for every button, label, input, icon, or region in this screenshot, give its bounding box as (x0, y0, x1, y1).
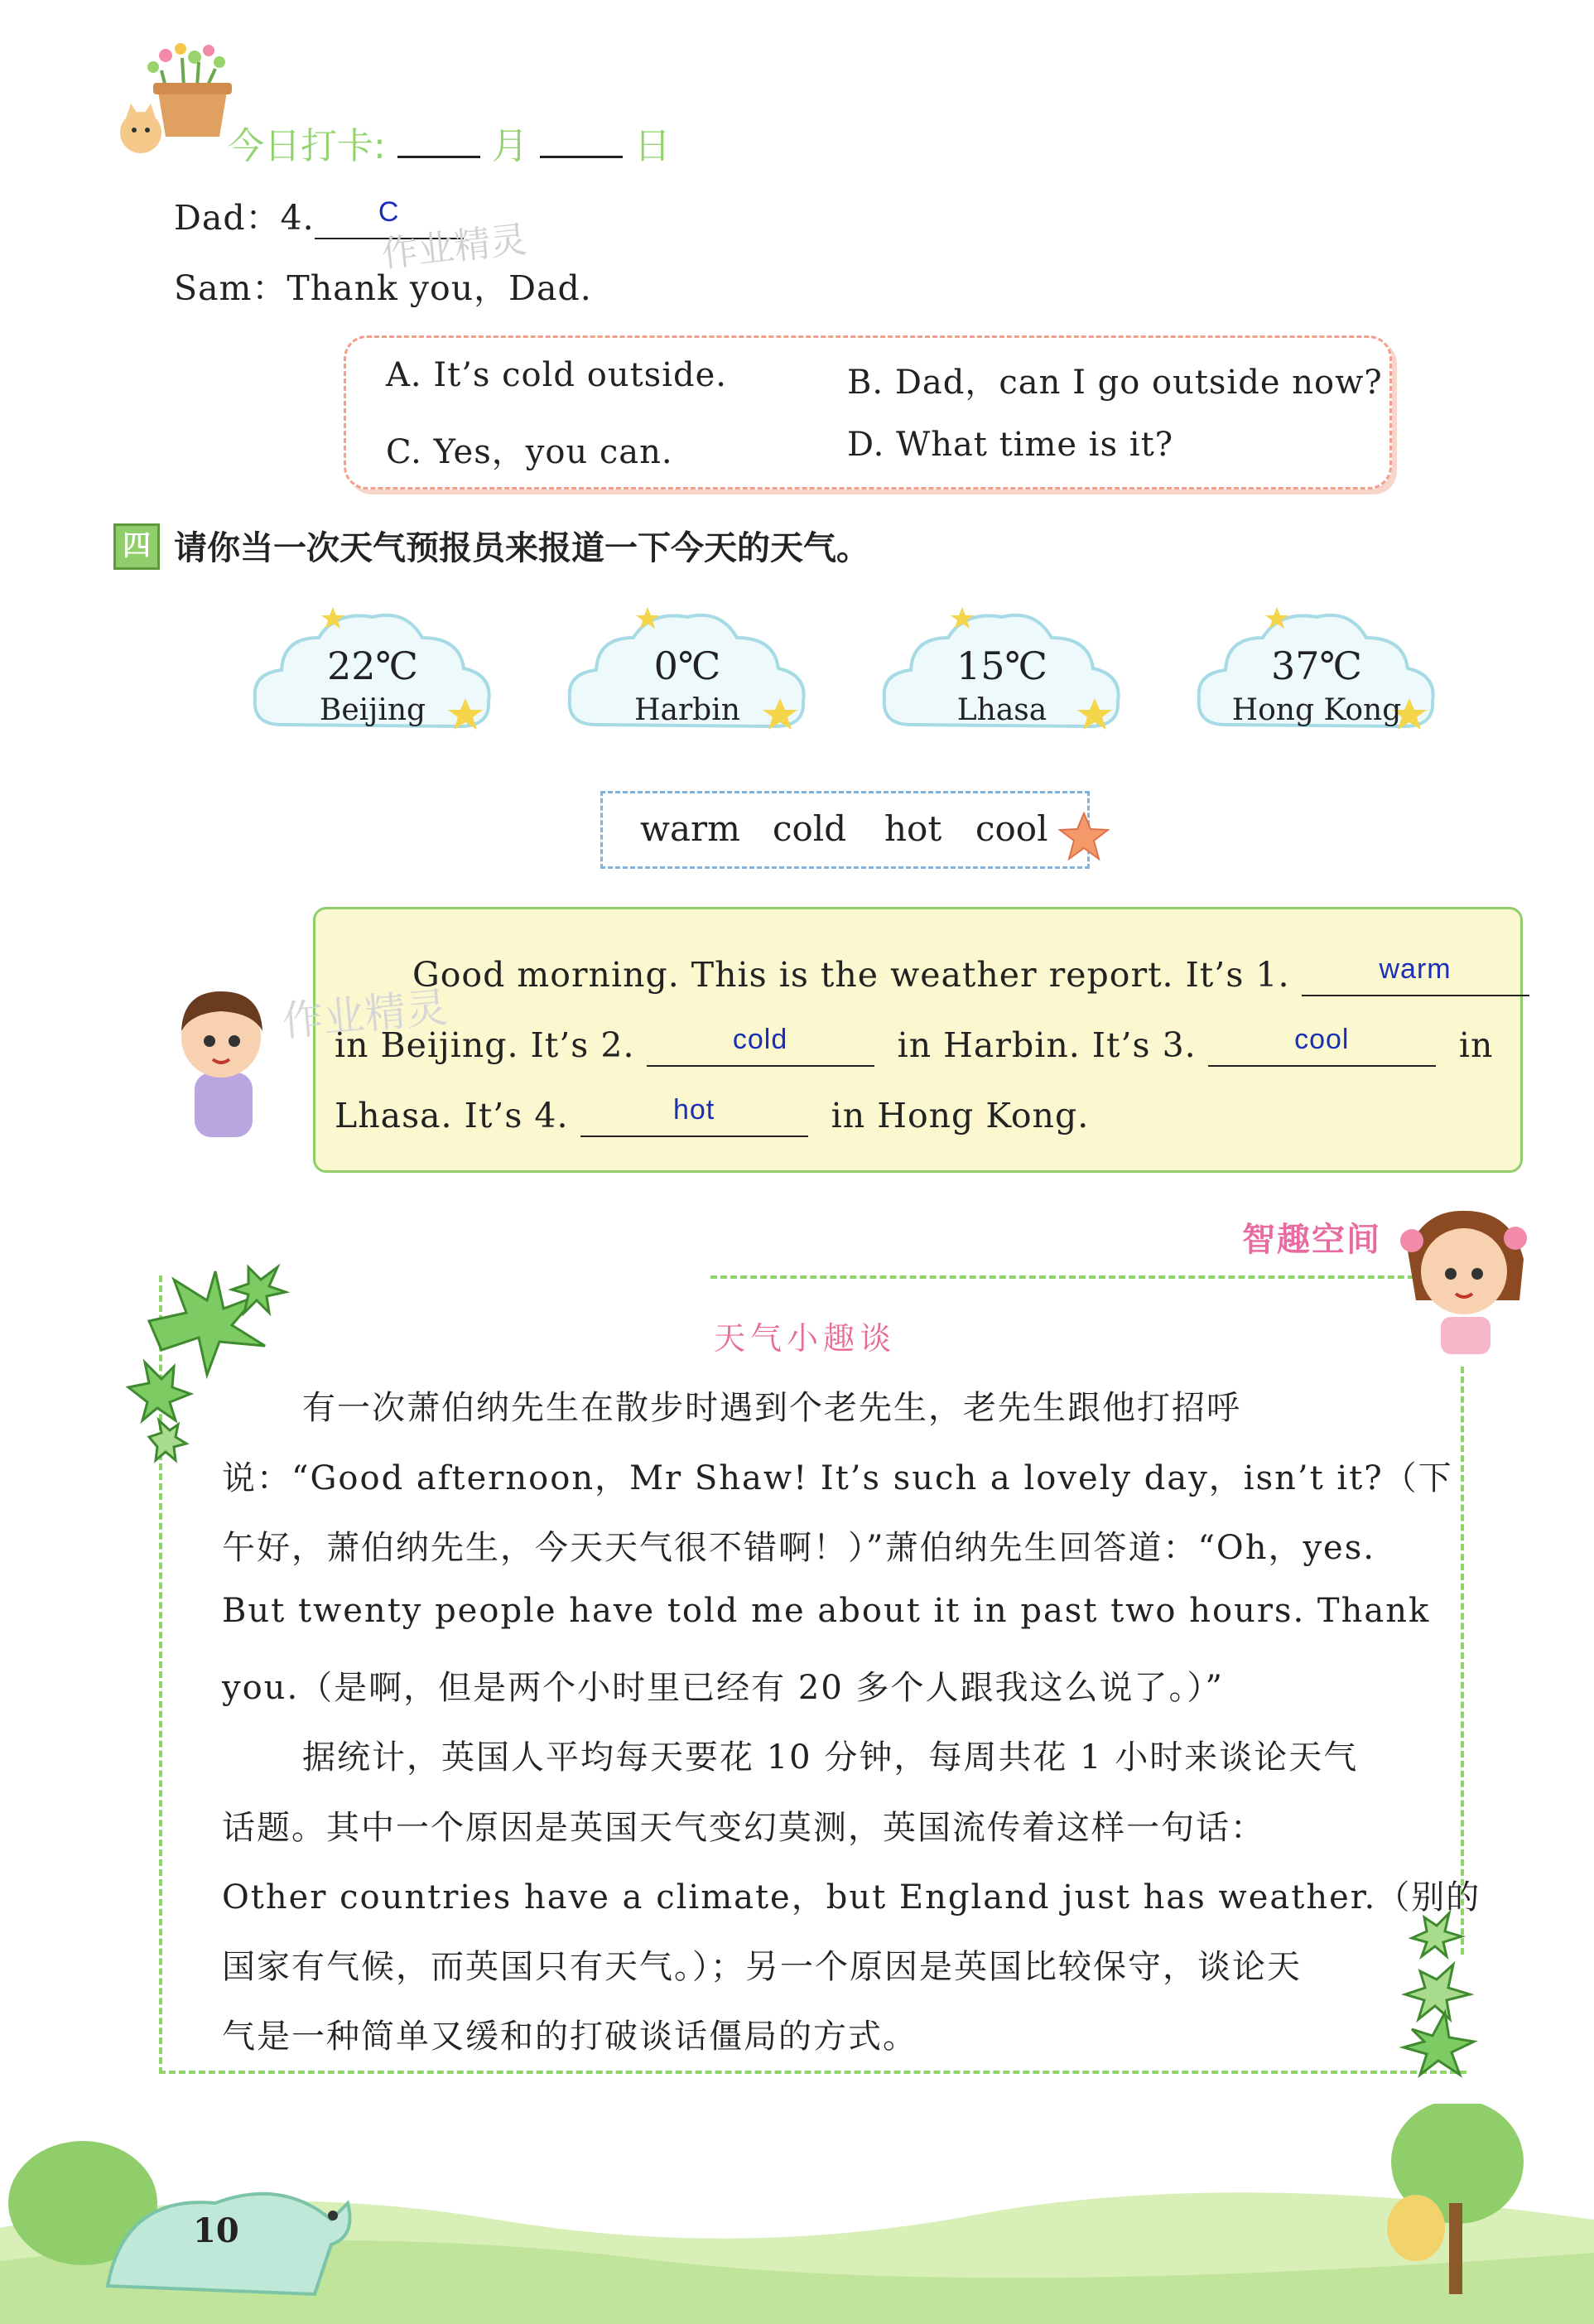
answer-blank-2[interactable] (647, 1025, 874, 1067)
section-number-badge: 四 (113, 523, 160, 570)
option-a: A. It’s cold outside. (386, 356, 727, 394)
report-text: Good morning. This is the weather report. It’s 1. (412, 955, 1290, 995)
report-text: in Harbin. It’s 3. (897, 1025, 1197, 1065)
trivia-line: 有一次萧伯纳先生在散步时遇到个老先生，老先生跟他打招呼 (302, 1389, 1241, 1427)
report-text: in Beijing. It’s 2. (335, 1025, 635, 1065)
cloud-city: Lhasa (956, 693, 1047, 727)
trivia-line: 说：“Good afternoon，Mr Shaw! It’s such a lovely day，isn’t it?（下 (222, 1459, 1453, 1497)
girl-avatar (1391, 1201, 1536, 1358)
weather-report-box (313, 907, 1523, 1173)
report-line-3 (335, 1096, 1089, 1137)
weather-cloud-lhasa (878, 600, 1126, 741)
cloud-temp: 22℃ (327, 644, 418, 688)
trivia-line: 午好，萧伯纳先生，今天天气很不错啊！）”萧伯纳先生回答道：“Oh，yes. (222, 1529, 1375, 1567)
watermark: 作业精灵 (379, 218, 529, 277)
report-text: Lhasa. It’s 4. (335, 1096, 569, 1135)
option-b: B. Dad，can I go outside now? (847, 364, 1383, 402)
watermark: 作业精灵 (280, 983, 450, 1046)
answer-blank-4b[interactable] (580, 1096, 808, 1137)
cloud-temp: 0℃ (653, 644, 721, 688)
page-number: 10 (193, 2211, 239, 2250)
answer-1: warm (1379, 953, 1452, 985)
report-text: in (1458, 1025, 1494, 1065)
day-unit: 日 (633, 125, 671, 167)
answer-2: cold (732, 1024, 788, 1055)
report-text: in Hong Kong. (831, 1096, 1090, 1135)
answer-blank-1[interactable] (1302, 955, 1529, 996)
report-line-2 (335, 1025, 1493, 1067)
section-title: 请你当一次天气预报员来报道一下今天的天气。 (174, 529, 869, 567)
dialog-line-sam: Sam：Thank you，Dad. (174, 268, 592, 308)
trivia-title: 天气小趣谈 (714, 1320, 897, 1357)
cloud-city: Harbin (634, 693, 740, 727)
trivia-right-border (1461, 1367, 1464, 1955)
answer-blank-3[interactable] (1208, 1025, 1436, 1067)
bottom-scenery (0, 2104, 1594, 2324)
weather-cloud-harbin (563, 600, 811, 741)
cloud-temp: 37℃ (1271, 644, 1362, 688)
trivia-badge (1242, 1213, 1381, 1261)
trivia-line: But twenty people have told me about it in past two hours. Thank (222, 1592, 1431, 1630)
month-blank[interactable] (397, 156, 480, 158)
cloud-temp: 15℃ (956, 644, 1047, 688)
answer-4: C (378, 196, 400, 228)
option-c: C. Yes，you can. (386, 433, 673, 471)
weather-cloud-hongkong (1192, 600, 1441, 741)
month-unit: 月 (491, 125, 528, 167)
trivia-badge-label: 智趣空间 (1242, 1221, 1381, 1259)
trivia-line: 国家有气候，而英国只有天气。）；另一个原因是英国比较保守，谈论天 (222, 1948, 1302, 1986)
answer-4b: hot (672, 1094, 715, 1126)
answer-3: cool (1294, 1024, 1350, 1055)
word-bank-box (600, 791, 1090, 869)
word-bank-item: warm (640, 808, 740, 849)
word-bank-item: hot (884, 808, 942, 849)
trivia-line: 话题。其中一个原因是英国天气变幻莫测，英国流传着这样一句话： (222, 1809, 1265, 1847)
dialog-dad-prefix: Dad：4. (174, 198, 315, 238)
day-blank[interactable] (540, 156, 623, 158)
report-line-1 (412, 955, 1529, 996)
leaves-illustration (1395, 1905, 1486, 2083)
cloud-city: Hong Kong (1231, 693, 1402, 727)
word-bank-item: cool (975, 808, 1048, 849)
weather-cloud-beijing (248, 600, 497, 741)
star-icon (1058, 812, 1110, 861)
cloud-city: Beijing (319, 693, 426, 727)
options-box (344, 335, 1392, 489)
checkin-label: 今日打卡: (228, 125, 386, 167)
trivia-line: 气是一种简单又缓和的打破谈话僵局的方式。 (222, 2018, 917, 2056)
option-d: D. What time is it? (847, 426, 1174, 464)
checkin-line (228, 116, 671, 169)
trivia-line: you.（是啊，但是两个小时里已经有 20 多个人跟我这么说了。）” (222, 1669, 1224, 1707)
word-bank-item: cold (773, 808, 847, 849)
trivia-line: Other countries have a climate，but England just has weather.（别的 (222, 1878, 1481, 1917)
trivia-line: 据统计，英国人平均每天要花 10 分钟，每周共花 1 小时来谈论天气 (302, 1738, 1359, 1777)
boy-avatar (170, 973, 277, 1139)
